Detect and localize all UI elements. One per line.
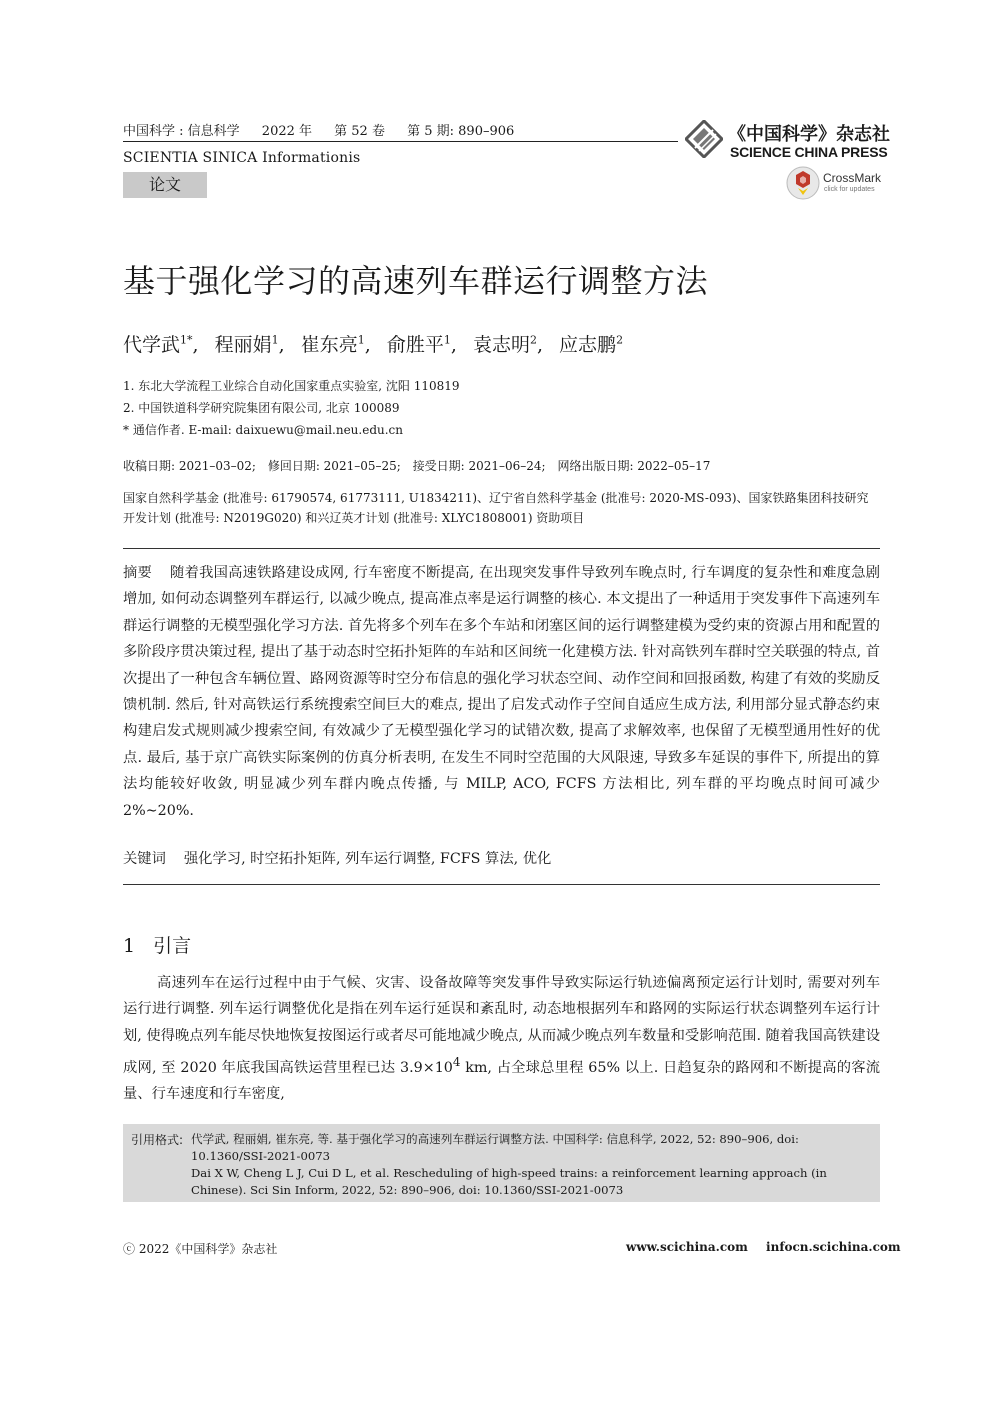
abstract-top-rule <box>123 548 880 549</box>
journal-name-en: SCIENTIA SINICA Informationis <box>123 150 361 166</box>
revised-date: 修回日期: 2021–05–25; <box>267 459 401 473</box>
affiliation: 1. 东北大学流程工业综合自动化国家重点实验室, 沈阳 110819 <box>123 379 460 393</box>
author: 俞胜平$^1$, <box>386 333 457 356</box>
section-title: 引言 <box>153 935 192 957</box>
article-type-badge: 论文 <box>123 172 207 198</box>
section-heading <box>123 931 191 958</box>
author: 崔东亮$^1$, <box>300 333 371 356</box>
author: 代学武$^{1*}$, <box>123 333 199 356</box>
crossmark-sublabel: click for updates <box>824 186 875 193</box>
header-rule <box>123 141 678 142</box>
crossmark-icon <box>786 166 820 200</box>
journal-year: 2022 年 <box>261 124 313 139</box>
infocn-link[interactable]: infocn.scichina.com <box>766 1240 901 1254</box>
keywords-text: 强化学习, 时空拓扑矩阵, 列车运行调整, FCFS 算法, 优化 <box>183 851 552 867</box>
copyright: ⓒ 2022《中国科学》杂志社 <box>123 1242 278 1256</box>
abstract-label: 摘要 <box>123 565 153 581</box>
citation-en: Dai X W, Cheng L J, Cui D L, et al. Rescheduling of high-speed trains: a reinforcement learning approach (in Chinese). Sci Sin Inform, 2022, 52: 890–906, doi: 10.1360/SSI-2021-0073 <box>191 1166 827 1197</box>
press-logo-icon <box>685 120 723 158</box>
keywords <box>123 848 880 868</box>
paper-title: 基于强化学习的高速列车群运行调整方法 <box>123 262 709 300</box>
author: 袁志明$^2$, <box>472 333 543 356</box>
corresponding-author: * 通信作者. E-mail: daixuewu@mail.neu.edu.cn <box>123 423 403 437</box>
citation-cn: 代学武, 程丽娟, 崔东亮, 等. 基于强化学习的高速列车群运行调整方法. 中国科学: 信息科学, 2022, 52: 890–906, doi: 10.1360/SSI-2021-0073 <box>191 1132 799 1163</box>
published-date: 网络出版日期: 2022–05–17 <box>557 459 711 473</box>
crossmark-link[interactable] <box>786 166 881 200</box>
author: 应志鹏$^2$ <box>559 333 624 356</box>
affiliation: 2. 中国铁道科学研究院集团有限公司, 北京 100089 <box>123 401 400 415</box>
scichina-link[interactable]: www.scichina.com <box>626 1240 748 1254</box>
press-name-en: SCIENCE CHINA PRESS <box>730 144 888 160</box>
accepted-date: 接受日期: 2021–06–24; <box>412 459 546 473</box>
citation-box <box>123 1124 880 1202</box>
footer-links <box>612 1240 901 1254</box>
funding-note: 国家自然科学基金 (批准号: 61790574, 61773111, U1834211)、辽宁省自然科学基金 (批准号: 2020-MS-093)、国家铁路集团科技研究开发计划 (批准号: N2019G020) 和兴辽英才计划 (批准号: XLYC1808001) 资助项目 <box>123 491 869 525</box>
press-name-cn: 《中国科学》杂志社 <box>728 124 890 145</box>
abstract-bottom-rule <box>123 884 880 885</box>
crossmark-label: CrossMark <box>823 171 882 185</box>
body-paragraph: 高速列车在运行过程中由于气候、灾害、设备故障等突发事件导致实际运行轨迹偏离预定运行计划时, 需要对列车运行进行调整. 列车运行调整优化是指在列车运行延误和紊乱时, 动态地根据列车和路网的实际运行状态调整列车运行计划, 使得晚点列车能尽快地恢复按图运行或者尽可能地减少晚点, 从而减少晚点列车数量和受影响范围. 随着我国高铁建设成网, 至 2020 年底我国高铁运营里程已达 $3.9\times 10^4$ km, 占全球总里程 65% 以上. 日趋复杂的路网和不断提高的客流量、行车速度和行车密度, <box>123 975 880 1103</box>
journal-issue-pages: 第 5 期: 890–906 <box>407 124 515 139</box>
abstract-text: 随着我国高速铁路建设成网, 行车密度不断提高, 在出现突发事件导致列车晚点时, 行车调度的复杂性和难度急剧增加, 如何动态调整列车群运行, 以减少晚点, 提高准点率是运行调整的核心. 本文提出了一种适用于突发事件下高速列车群运行调整的无模型强化学习方法. 首先将多个列车在多个车站和闭塞区间的运行调整建模为受约束的资源占用和配置的多阶段序贯决策过程, 提出了基于动态时空拓扑矩阵的车站和区间统一化建模方法. 针对高铁列车群时空关联强的特点, 首次提出了一种包含车辆位置、路网资源等时空分布信息的强化学习状态空间、动作空间和回报函数, 构建了有效的奖励反馈机制. 然后, 针对高铁运行系统搜索空间巨大的难点, 提出了启发式动作子空间自适应生成方法, 利用部分显式静态约束构建启发式规则减少搜索空间, 有效减少了无模型强化学习的试错次数, 提高了求解效率, 也保留了无模型通用性好的优点. 最后, 基于京广高铁实际案例的仿真分析表明, 在发生不同时空范围的大风限速, 导致多车延误的事件下, 所提出的算法均能较好收敛, 明显减少列车群内晚点传播, 与 MILP, ACO, FCFS 方法相比, 列车群的平均晚点时间可减少 2%∼20%. <box>123 565 881 819</box>
author-list <box>123 330 633 357</box>
journal-name-cn: 中国科学 : 信息科学 <box>123 124 240 139</box>
author: 程丽娟$^1$, <box>214 333 285 356</box>
received-date: 收稿日期: 2021–03–02; <box>123 459 256 473</box>
citation-label: 引用格式: <box>131 1133 184 1147</box>
journal-volume: 第 52 卷 <box>334 124 385 139</box>
article-dates <box>123 457 718 474</box>
section-number: 1 <box>123 935 136 957</box>
keywords-label: 关键词 <box>123 851 166 867</box>
journal-info <box>123 120 532 139</box>
abstract <box>123 560 880 824</box>
